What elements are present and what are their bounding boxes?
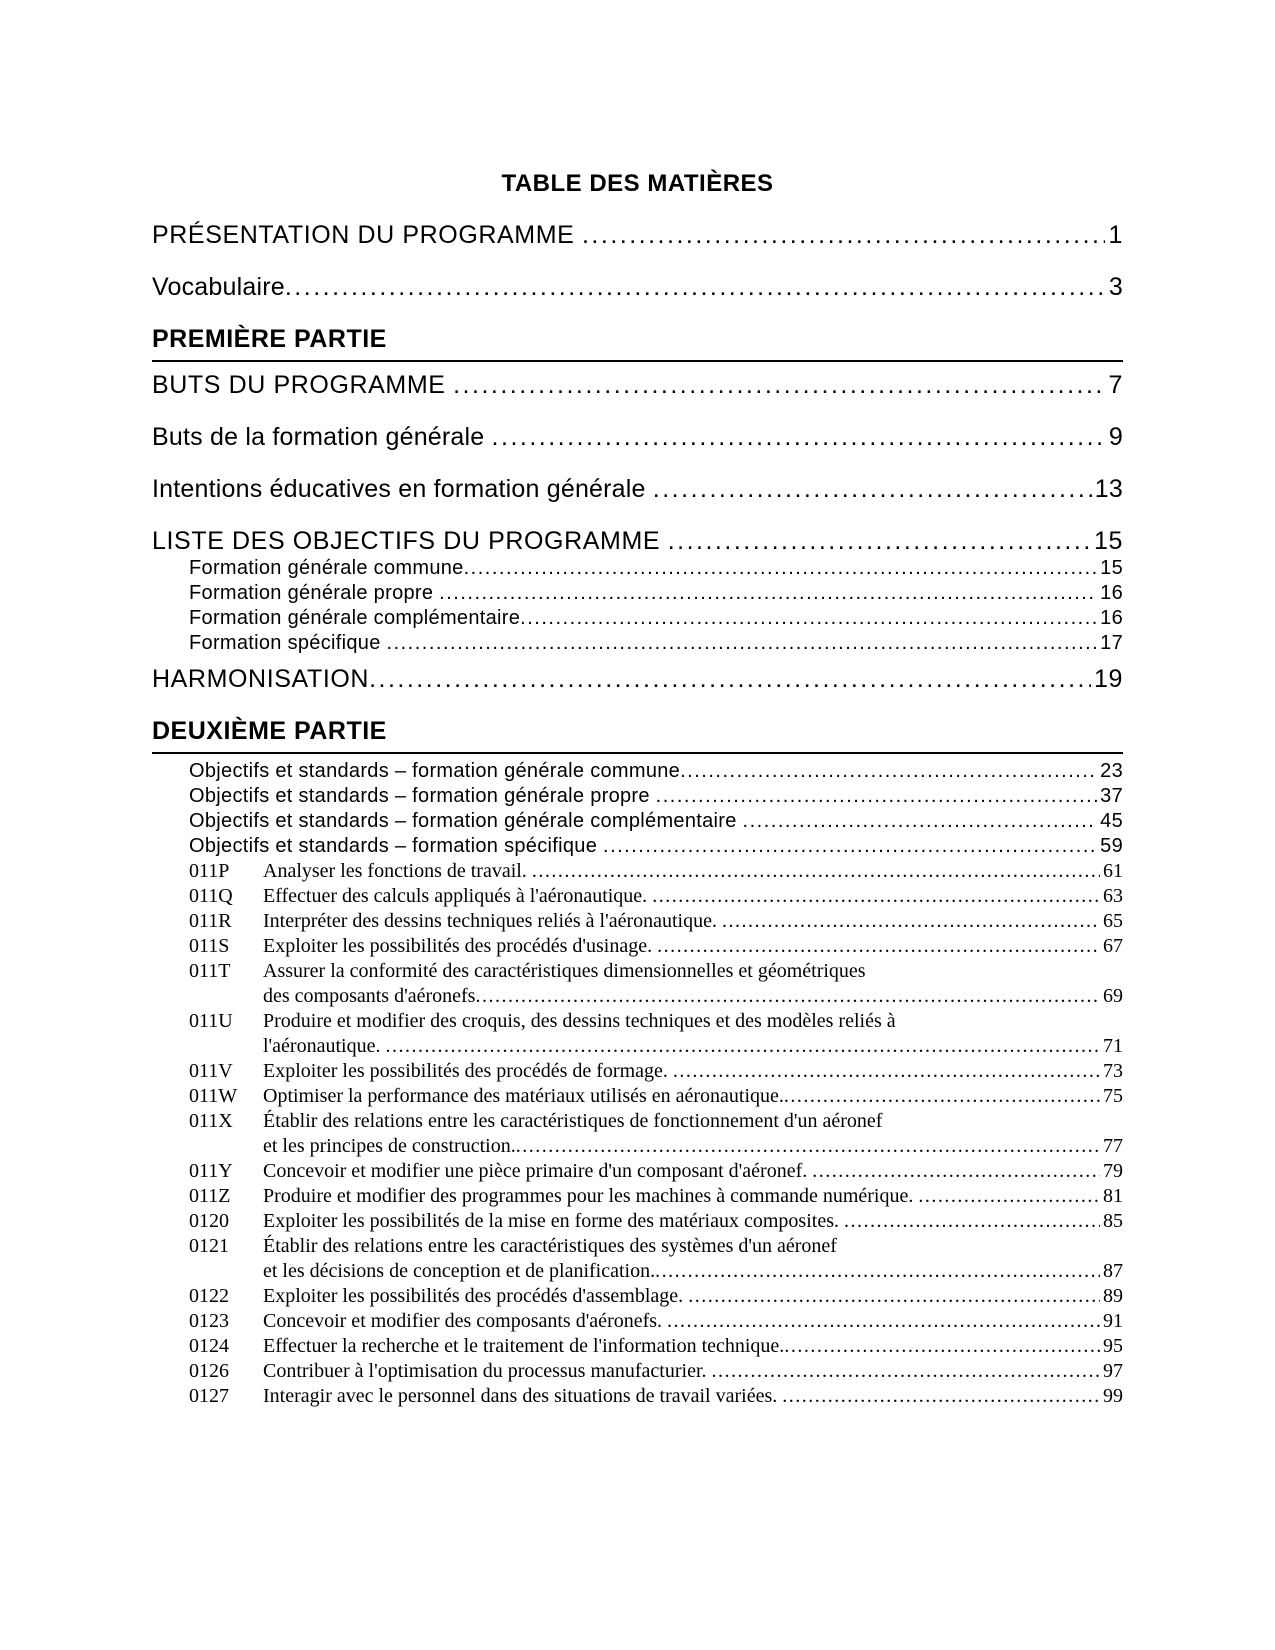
toc-entry-label: Objectifs et standards – formation générale complémentaire bbox=[189, 810, 743, 832]
objective-code: 011U bbox=[189, 1010, 233, 1032]
page-title: TABLE DES MATIÈRES bbox=[501, 170, 774, 197]
toc-leader-dots bbox=[743, 809, 1098, 834]
toc-part-heading bbox=[152, 324, 1123, 362]
toc-entry bbox=[189, 556, 1123, 581]
toc-leader-dots bbox=[385, 1034, 1100, 1059]
toc-entry-objective bbox=[189, 859, 1123, 884]
toc-entry-page-number: 77 bbox=[1103, 1135, 1123, 1157]
toc-entry-label: Intentions éducatives en formation générale bbox=[152, 475, 653, 503]
toc-entry-label: Formation générale complémentaire bbox=[189, 607, 521, 629]
objective-code: 011S bbox=[189, 935, 230, 957]
toc-entry-page-number: 17 bbox=[1100, 632, 1123, 654]
toc-entry-label: Exploiter les possibilités des procédés d'usinage. bbox=[263, 935, 658, 957]
toc-leader-dots bbox=[369, 664, 1091, 694]
objective-code: 0127 bbox=[189, 1385, 229, 1407]
toc-entry-page-number: 59 bbox=[1100, 835, 1123, 857]
objective-code: 0121 bbox=[189, 1235, 229, 1257]
toc-entry-label: Exploiter les possibilités des procédés de formage. bbox=[263, 1060, 673, 1082]
toc-entry-label: Objectifs et standards – formation spécifique bbox=[189, 835, 604, 857]
toc-entry bbox=[189, 581, 1123, 606]
toc-entry-objective bbox=[189, 1334, 1123, 1359]
toc-entry bbox=[189, 606, 1123, 631]
toc-leader-dots bbox=[784, 1334, 1100, 1359]
objective-code: 011P bbox=[189, 860, 230, 882]
toc-entry-page-number: 1 bbox=[1108, 221, 1123, 249]
toc-entry-page-number: 73 bbox=[1103, 1060, 1123, 1082]
toc-leader-dots bbox=[782, 1384, 1100, 1409]
objective-code: 0126 bbox=[189, 1360, 229, 1382]
toc-leader-dots bbox=[688, 1284, 1100, 1309]
objective-code: 011Q bbox=[189, 885, 233, 907]
toc-entry-page-number: 91 bbox=[1103, 1310, 1123, 1332]
toc-entry-label: Analyser les fonctions de travail. bbox=[263, 860, 532, 882]
toc-entry-page-number: 9 bbox=[1108, 423, 1123, 451]
toc-entry-label: Effectuer la recherche et le traitement de l'information technique. bbox=[263, 1335, 785, 1357]
toc-entry-objective bbox=[189, 1184, 1123, 1209]
toc-entry-objective bbox=[189, 1084, 1123, 1109]
toc-leader-dots bbox=[285, 272, 1106, 302]
toc-entry-label-line2: des composants d'aéronefs bbox=[263, 985, 476, 1007]
toc-entry-page-number: 7 bbox=[1108, 371, 1123, 399]
toc-entry-page-number: 13 bbox=[1094, 475, 1123, 503]
toc-list bbox=[152, 220, 1123, 1409]
toc-leader-dots bbox=[387, 631, 1098, 656]
toc-entry-label: Objectifs et standards – formation générale commune bbox=[189, 760, 681, 782]
toc-entry bbox=[152, 220, 1123, 250]
toc-leader-dots bbox=[657, 934, 1100, 959]
toc-entry-objective bbox=[189, 1359, 1123, 1384]
toc-leader-dots bbox=[673, 1059, 1100, 1084]
toc-entry-objective bbox=[189, 1384, 1123, 1409]
toc-leader-dots bbox=[652, 884, 1100, 909]
toc-leader-dots bbox=[532, 859, 1100, 884]
toc-entry-label-line1: Produire et modifier des croquis, des dessins techniques et des modèles reliés à bbox=[263, 1010, 896, 1032]
objective-code: 0122 bbox=[189, 1285, 229, 1307]
toc-entry-label: Interpréter des dessins techniques reliés à l'aéronautique. bbox=[263, 910, 722, 932]
toc-entry-objective bbox=[189, 1009, 1123, 1059]
toc-entry-page-number: 79 bbox=[1103, 1160, 1123, 1182]
toc-entry-label: Buts de la formation générale bbox=[152, 423, 492, 451]
toc-leader-dots bbox=[582, 220, 1106, 250]
toc-entry-page-number: 23 bbox=[1100, 760, 1123, 782]
toc-leader-dots bbox=[603, 834, 1097, 859]
toc-entry-label: LISTE DES OBJECTIFS DU PROGRAMME bbox=[152, 527, 668, 555]
toc-entry-label: Optimiser la performance des matériaux utilisés en aéronautique. bbox=[263, 1085, 784, 1107]
toc-leader-dots bbox=[712, 1359, 1100, 1384]
toc-leader-dots bbox=[655, 1259, 1100, 1284]
toc-entry-label-line2: et les décisions de conception et de planification. bbox=[263, 1260, 656, 1282]
toc-entry-label: HARMONISATION bbox=[152, 665, 370, 693]
toc-entry-label: Formation générale propre bbox=[189, 582, 440, 604]
toc-leader-dots bbox=[812, 1159, 1100, 1184]
toc-entry-label: Effectuer des calculs appliqués à l'aéronautique. bbox=[263, 885, 653, 907]
toc-entry-page-number: 16 bbox=[1100, 607, 1123, 629]
toc-part-heading bbox=[152, 716, 1123, 754]
toc-entry-objective bbox=[189, 934, 1123, 959]
toc-leader-dots bbox=[653, 474, 1092, 504]
objective-code: 011X bbox=[189, 1110, 233, 1132]
toc-entry-label: Contribuer à l'optimisation du processus manufacturier. bbox=[263, 1360, 712, 1382]
toc-entry-label: Exploiter les possibilités de la mise en forme des matériaux composites. bbox=[263, 1210, 844, 1232]
toc-entry-page-number: 3 bbox=[1108, 273, 1123, 301]
toc-entry-page-number: 85 bbox=[1103, 1210, 1123, 1232]
toc-entry-label-line1: Établir des relations entre les caractéristiques de fonctionnement d'un aéronef bbox=[263, 1110, 883, 1132]
toc-entry-page-number: 75 bbox=[1103, 1085, 1123, 1107]
toc-entry-objective bbox=[189, 1284, 1123, 1309]
toc-entry-label: Formation générale commune bbox=[189, 557, 464, 579]
toc-entry-label: Exploiter les possibilités des procédés d'assemblage. bbox=[263, 1285, 689, 1307]
objective-code: 011Z bbox=[189, 1185, 231, 1207]
toc-entry bbox=[152, 370, 1123, 400]
toc-entry bbox=[189, 834, 1123, 859]
toc-leader-dots bbox=[680, 759, 1097, 784]
objective-code: 011Y bbox=[189, 1160, 233, 1182]
toc-entry-objective bbox=[189, 909, 1123, 934]
toc-entry-objective bbox=[189, 959, 1123, 1009]
objective-code: 011R bbox=[189, 910, 232, 932]
toc-entry-page-number: 19 bbox=[1093, 665, 1123, 693]
toc-entry-page-number: 89 bbox=[1103, 1285, 1123, 1307]
toc-entry-objective bbox=[189, 884, 1123, 909]
toc-leader-dots bbox=[439, 581, 1097, 606]
toc-entry-page-number: 63 bbox=[1103, 885, 1123, 907]
toc-leader-dots bbox=[475, 984, 1100, 1009]
toc-entry-label-line1: Assurer la conformité des caractéristiques dimensionnelles et géométriques bbox=[263, 960, 866, 982]
objective-code: 0120 bbox=[189, 1210, 229, 1232]
toc-entry-label: PRÉSENTATION DU PROGRAMME bbox=[152, 221, 582, 249]
toc-entry-page-number: 16 bbox=[1100, 582, 1123, 604]
toc-entry-page-number: 15 bbox=[1100, 557, 1123, 579]
toc-entry bbox=[189, 631, 1123, 656]
objective-code: 011T bbox=[189, 960, 231, 982]
toc-entry-page-number: 45 bbox=[1100, 810, 1123, 832]
toc-entry-page-number: 65 bbox=[1103, 910, 1123, 932]
toc-entry-page-number: 69 bbox=[1103, 985, 1123, 1007]
toc-entry-label-line1: Établir des relations entre les caractéristiques des systèmes d'un aéronef bbox=[263, 1235, 837, 1257]
toc-entry bbox=[152, 474, 1123, 504]
toc-leader-dots bbox=[667, 1309, 1100, 1334]
toc-entry-page-number: 15 bbox=[1093, 527, 1123, 555]
toc-entry-label: Formation spécifique bbox=[189, 632, 387, 654]
toc-entry bbox=[189, 809, 1123, 834]
toc-entry-page-number: 97 bbox=[1103, 1360, 1123, 1382]
objective-code: 0123 bbox=[189, 1310, 229, 1332]
toc-entry-label-line2: et les principes de construction. bbox=[263, 1135, 516, 1157]
toc-entry bbox=[189, 784, 1123, 809]
toc-entry bbox=[189, 759, 1123, 784]
toc-entry bbox=[152, 272, 1123, 302]
toc-entry-page-number: 87 bbox=[1103, 1260, 1123, 1282]
objective-code: 011V bbox=[189, 1060, 233, 1082]
toc-part-label: DEUXIÈME PARTIE bbox=[152, 717, 387, 745]
toc-leader-dots bbox=[844, 1209, 1100, 1234]
toc-entry-label-line2: l'aéronautique. bbox=[263, 1035, 386, 1057]
toc-entry-label: Vocabulaire bbox=[152, 273, 285, 301]
toc-entry-page-number: 67 bbox=[1103, 935, 1123, 957]
toc-entry-label: Concevoir et modifier des composants d'aéronefs. bbox=[263, 1310, 668, 1332]
toc-entry bbox=[152, 664, 1123, 694]
objective-code: 011W bbox=[189, 1085, 238, 1107]
toc-entry-page-number: 71 bbox=[1103, 1035, 1123, 1057]
toc-leader-dots bbox=[722, 909, 1100, 934]
toc-entry-page-number: 61 bbox=[1103, 860, 1123, 882]
toc-leader-dots bbox=[668, 526, 1091, 556]
toc-leader-dots bbox=[520, 606, 1097, 631]
toc-entry bbox=[152, 422, 1123, 452]
toc-entry-page-number: 37 bbox=[1100, 785, 1123, 807]
toc-leader-dots bbox=[918, 1184, 1100, 1209]
toc-part-label: PREMIÈRE PARTIE bbox=[152, 325, 387, 353]
toc-entry-objective bbox=[189, 1234, 1123, 1284]
toc-leader-dots bbox=[516, 1134, 1100, 1159]
objective-code: 0124 bbox=[189, 1335, 229, 1357]
toc-entry-objective bbox=[189, 1109, 1123, 1159]
toc-entry-label: Interagir avec le personnel dans des situations de travail variées. bbox=[263, 1385, 783, 1407]
toc-entry bbox=[152, 526, 1123, 556]
toc-leader-dots bbox=[453, 370, 1105, 400]
toc-leader-dots bbox=[784, 1084, 1100, 1109]
toc-leader-dots bbox=[656, 784, 1097, 809]
toc-entry-label: BUTS DU PROGRAMME bbox=[152, 371, 454, 399]
toc-leader-dots bbox=[492, 422, 1106, 452]
toc-entry-page-number: 95 bbox=[1103, 1335, 1123, 1357]
toc-entry-label: Objectifs et standards – formation générale propre bbox=[189, 785, 656, 807]
toc-entry-objective bbox=[189, 1209, 1123, 1234]
toc-leader-dots bbox=[464, 556, 1098, 581]
toc-entry-page-number: 81 bbox=[1103, 1185, 1123, 1207]
toc-entry-objective bbox=[189, 1309, 1123, 1334]
toc-entry-objective bbox=[189, 1059, 1123, 1084]
toc-entry-label: Produire et modifier des programmes pour les machines à commande numérique. bbox=[263, 1185, 919, 1207]
toc-entry-page-number: 99 bbox=[1103, 1385, 1123, 1407]
toc-entry-objective bbox=[189, 1159, 1123, 1184]
toc-entry-label: Concevoir et modifier une pièce primaire d'un composant d'aéronef. bbox=[263, 1160, 813, 1182]
